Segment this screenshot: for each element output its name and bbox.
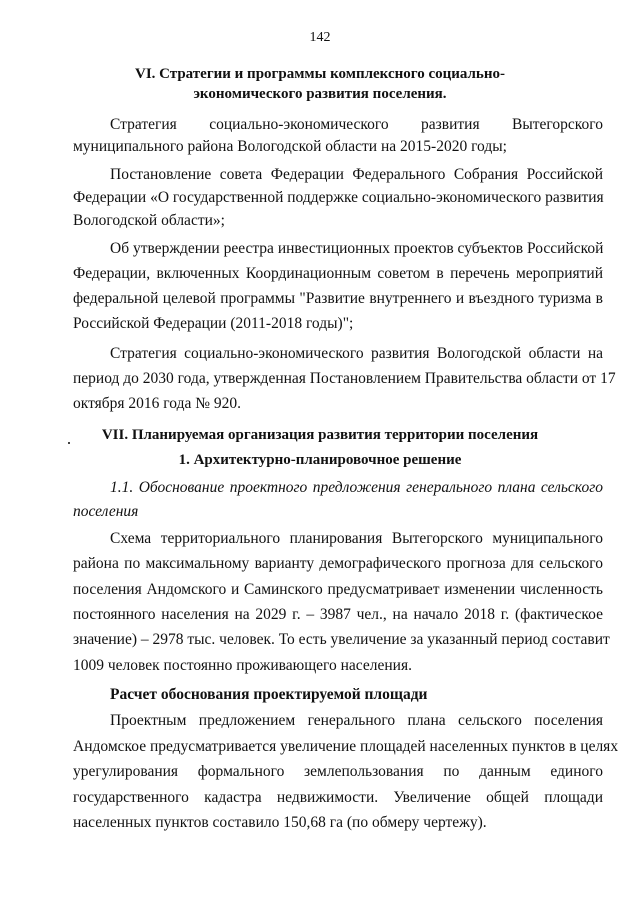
text-line: урегулирования формального землепользования по данным единого <box>73 763 603 780</box>
section-heading-vi-line2: экономического развития поселения. <box>193 86 447 102</box>
text-line: Федерации, включенных Координационным советом в перечень мероприятий <box>73 265 603 282</box>
text-line: Постановление совета Федерации Федерального Собрания Российской <box>110 166 603 183</box>
text-line: Стратегия социально-экономического развития Вытегорского <box>110 116 603 133</box>
text-line: Схема территориального планирования Вытегорского муниципального <box>110 530 603 547</box>
text-line: государственного кадастра недвижимости. Увеличение общей площади <box>73 789 603 806</box>
text-line: Федерации «О государственной поддержке социально-экономического развития <box>73 189 604 206</box>
text-line: Российской Федерации (2011-2018 годы)"; <box>73 315 354 332</box>
text-line: октября 2016 года № 920. <box>73 395 241 412</box>
text-line: 1009 человек постоянно проживающего населения. <box>73 657 412 674</box>
text-line: Стратегия социально-экономического развития Вологодской области на <box>110 345 603 362</box>
text-line: населенных пунктов составило 150,68 га (по обмеру чертежу). <box>73 814 487 831</box>
subsection-heading-1: 1. Архитектурно-планировочное решение <box>178 452 462 468</box>
text-line: муниципального района Вологодской области на 2015-2020 годы; <box>73 138 507 155</box>
text-line: Андомское предусматривается увеличение площадей населенных пунктов в целях <box>73 738 619 755</box>
page-number: 142 <box>309 30 331 45</box>
subsection-heading-1-1-line2: поселения <box>73 503 139 520</box>
text-line: федеральной целевой программы "Развитие внутреннего и въездного туризма в <box>73 290 603 307</box>
text-line: Вологодской области»; <box>73 212 225 229</box>
text-line: района по максимальному варианту демографического прогноза для сельского <box>73 555 603 572</box>
text-line: период до 2030 года, утвержденная Постановлением Правительства области от 17 <box>73 370 616 387</box>
text-line: поселения Андомского и Саминского предусматривает изменении численность <box>73 581 603 598</box>
section-heading-vi-line1: VI. Стратегии и программы комплексного социально- <box>134 66 506 82</box>
text-line: Об утверждении реестра инвестиционных проектов субъектов Российской <box>110 240 604 257</box>
text-line: Проектным предложением генерального плана сельского поселения <box>110 712 603 729</box>
section-heading-vii: VII. Планируемая организация развития территории поселения <box>101 427 539 443</box>
subsection-heading-1-1-line1: 1.1. Обоснование проектного предложения генерального плана сельского <box>110 479 603 496</box>
calc-heading: Расчет обоснования проектируемой площади <box>110 686 428 703</box>
text-line: значение) – 2978 тыс. человек. То есть увеличение за указанный период составит <box>73 631 610 648</box>
text-line: постоянного населения на 2029 г. – 3987 чел., на начало 2018 г. (фактическое <box>73 606 603 623</box>
